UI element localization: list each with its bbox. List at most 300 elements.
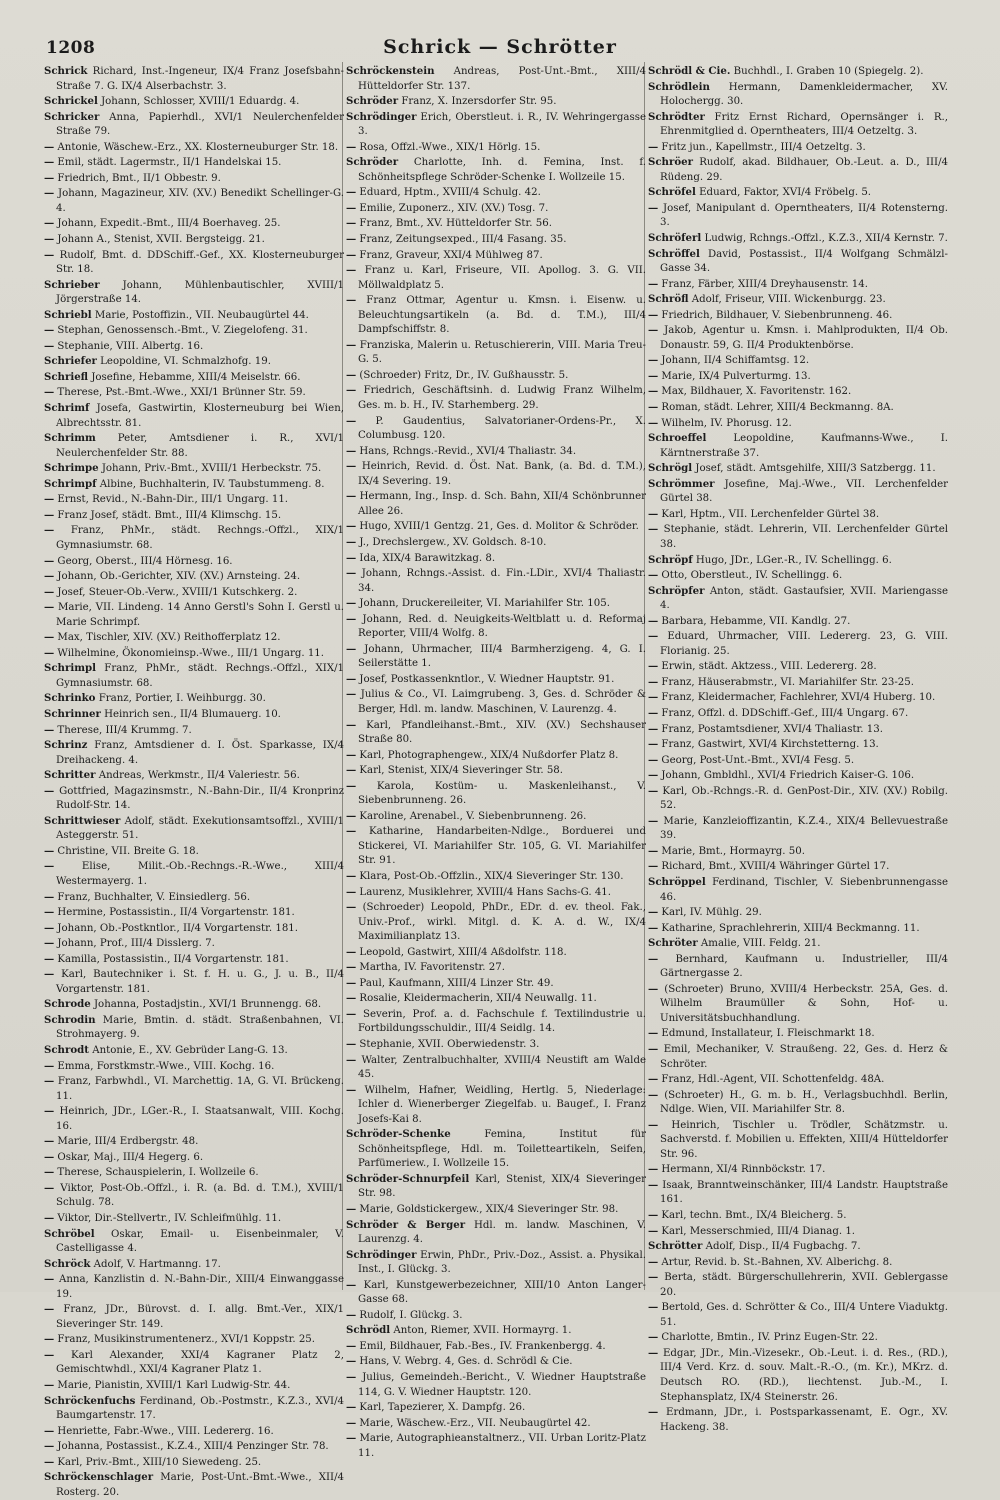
entry-name: Schröpf: [648, 553, 693, 566]
directory-entry: [648, 1162, 948, 1178]
entry-details: Johanna, Postassist., K.Z.4., XIII/4 Penzinger Str. 78.: [54, 1441, 329, 1453]
entry-name: —: [44, 723, 55, 736]
entry-details: Heinrich sen., II/4 Blumauerg. 10.: [100, 708, 281, 720]
entry-name: —: [346, 642, 357, 655]
entry-name: —: [44, 324, 55, 337]
directory-entry: [648, 1042, 948, 1072]
directory-entry: [44, 461, 344, 477]
entry-details: Max, Bildhauer, X. Favoritenstr. 162.: [658, 386, 852, 398]
entry-details: Stephanie, städt. Lehrerin, VII. Lerchenfelder Gürtel 38.: [658, 524, 948, 550]
entry-name: —: [346, 217, 357, 230]
directory-entry: [346, 1323, 646, 1339]
entry-name: —: [648, 982, 659, 995]
entry-name: —: [346, 688, 357, 701]
entry-name: —: [346, 490, 357, 503]
entry-details: Johann, Magazineur, XIV. (XV.) Benedikt Schellinger-G. 4.: [54, 188, 344, 214]
entry-name: —: [44, 906, 55, 919]
directory-entry: [44, 323, 344, 339]
directory-entry: [346, 1370, 646, 1400]
directory-entry: [44, 477, 344, 493]
entry-name: —: [648, 308, 659, 321]
directory-entry: [44, 630, 344, 646]
entry-name: Schröfel: [648, 186, 696, 199]
entry-details: Marie, IX/4 Pulverturmg. 13.: [658, 370, 811, 382]
directory-entry: [44, 768, 344, 784]
directory-entry: [44, 385, 344, 401]
entry-name: Schröpfer: [648, 584, 705, 597]
entry-name: —: [648, 1088, 659, 1101]
entry-details: Franz, Buchhalter, V. Einsiedlerg. 56.: [54, 891, 251, 903]
directory-entry: [648, 277, 948, 293]
entry-name: —: [346, 748, 357, 761]
entry-details: Eduard, Uhrmacher, VIII. Ledererg. 23, G. VIII. Florianig. 25.: [658, 631, 948, 657]
directory-entry: [44, 508, 344, 524]
entry-details: Johann, Priv.-Bmt., XVIII/1 Herbeckstr. 75.: [98, 463, 322, 475]
entry-name: Schritter: [44, 769, 96, 782]
directory-entry: [44, 691, 344, 707]
entry-details: Hermine, Postassistin., II/4 Vorgartenstr. 181.: [54, 907, 295, 919]
entry-details: Emil, Mechaniker, V. Straußeng. 22, Ges. d. Herz & Schröter.: [658, 1044, 948, 1070]
entry-details: Karl, Bautechniker i. St. f. H. u. G., J. u. B., II/4 Vorgartenstr. 181.: [54, 969, 344, 995]
directory-entry: [44, 1302, 344, 1332]
directory-entry: [648, 768, 948, 784]
entry-name: —: [648, 1255, 659, 1268]
entry-details: Emil, städt. Lagermstr., II/1 Handelskai 15.: [54, 157, 282, 169]
directory-entry: [346, 383, 646, 413]
entry-details: Franz, Kleidermacher, Fachlehrer, XVI/4 Huberg. 10.: [658, 692, 936, 704]
entry-name: —: [346, 444, 357, 457]
entry-details: Franz, Postamtsdiener, XVI/4 Thaliastr. 13.: [658, 723, 883, 735]
entry-details: Johann, Schlosser, XVIII/1 Eduardg. 4.: [97, 96, 300, 108]
directory-entry: [44, 354, 344, 370]
entry-details: Marie, Kanzleioffizantin, K.Z.4., XIX/4 Bellevuestraße 39.: [658, 815, 948, 842]
entry-name: —: [44, 1303, 55, 1316]
directory-entry: [648, 1026, 948, 1042]
directory-entry: [648, 477, 948, 507]
entry-details: Franz, Bmt., XV. Hütteldorfer Str. 56.: [356, 218, 552, 230]
directory-entry: [648, 905, 948, 921]
entry-details: Marie, III/4 Erdbergstr. 48.: [54, 1136, 199, 1148]
entry-name: —: [648, 1346, 659, 1359]
entry-details: Julius & Co., VI. Laimgrubeng. 3, Ges. d. Schröder & Berger, Hdl. m. landw. Maschinen, V. Laurenzg. 4.: [356, 689, 646, 715]
entry-name: —: [44, 1348, 55, 1361]
directory-entry: [648, 353, 948, 369]
entry-details: P. Gaudentius, Salvatorianer-Ordens-Pr., X. Columbusg. 120.: [356, 415, 646, 442]
entry-name: —: [346, 1053, 357, 1066]
entry-name: —: [648, 814, 659, 827]
entry-name: —: [44, 1424, 55, 1437]
entry-details: Emil, Bildhauer, Fab.-Bes., IV. Frankenbergg. 4.: [356, 1340, 606, 1352]
entry-details: Ernst, Revid., N.-Bahn-Dir., III/1 Ungarg. 11.: [54, 494, 289, 506]
directory-entry: [346, 748, 646, 764]
directory-entry: [44, 1378, 344, 1394]
directory-entry: [44, 1257, 344, 1273]
entry-details: Karoline, Arenabel., V. Siebenbrunneng. 26.: [356, 810, 587, 822]
entry-details: Edmund, Installateur, I. Fleischmarkt 18.: [658, 1028, 875, 1040]
directory-entry: [346, 248, 646, 264]
entry-name: —: [346, 368, 357, 381]
directory-entry: [346, 945, 646, 961]
entry-name: —: [648, 140, 659, 153]
directory-entry: [648, 784, 948, 814]
directory-entry: [346, 976, 646, 992]
entry-details: Viktor, Dir.-Stellvertr., IV. Schleifmühlg. 11.: [54, 1213, 282, 1225]
directory-entry: [648, 1208, 948, 1224]
entry-details: Hugo, XVIII/1 Gentzg. 21, Ges. d. Molitor & Schröder.: [356, 521, 639, 533]
entry-name: —: [44, 570, 55, 583]
entry-name: Schrittwieser: [44, 814, 121, 827]
entry-details: Erich, Oberstleut. i. R., IV. Wehringergasse 3.: [358, 111, 646, 138]
entry-name: Schriefl: [44, 370, 89, 383]
directory-entry: [648, 936, 948, 952]
entry-name: Schröter: [648, 937, 698, 950]
directory-entry: [346, 869, 646, 885]
entry-name: Schricker: [44, 110, 100, 123]
directory-entry: [346, 1248, 646, 1278]
entry-name: Schrödinger: [346, 1248, 417, 1261]
directory-entry: [44, 1424, 344, 1440]
directory-entry: [346, 140, 646, 156]
entry-name: —: [648, 952, 659, 965]
directory-entry: [346, 763, 646, 779]
entry-details: Heinrich, JDr., LGer.-R., I. Staatsanwalt, VIII. Kochg. 16.: [54, 1106, 344, 1132]
entry-details: Therese, Schauspielerin, I. Wollzeile 6.: [54, 1167, 259, 1179]
entry-details: Leopold, Gastwirt, XIII/4 Aßdolfstr. 118.: [356, 946, 567, 958]
directory-entry: [44, 585, 344, 601]
entry-name: —: [648, 844, 659, 857]
directory-entry: [346, 900, 646, 945]
entry-details: Josefine, Hebamme, XIII/4 Meiselstr. 66.: [88, 371, 301, 383]
directory-entry: [44, 1394, 344, 1424]
entry-details: Franz, Graveur, XXI/4 Mühlweg 87.: [356, 249, 543, 261]
entry-details: Josef, Postkassenkntlor., V. Wiedner Hauptstr. 91.: [356, 673, 615, 685]
directory-entry: [346, 1083, 646, 1128]
directory-entry: [648, 859, 948, 875]
entry-details: Marie, VII. Lindeng. 14 Anno Gerstl's Sohn I. Gerstl u. Marie Schrimpf.: [54, 602, 344, 628]
directory-entry: [44, 723, 344, 739]
entry-name: —: [346, 233, 357, 246]
entry-details: (Schroeder) Leopold, PhDr., EDr. d. ev. theol. Fak., Univ.-Prof., wirkl. Mitgl. d. K. A. d. W., IX/4 Maximilianplatz 13.: [356, 902, 646, 943]
entry-details: David, Postassist., II/4 Wolfgang Schmälzl-Gasse 34.: [660, 248, 948, 275]
directory-entry: [648, 1346, 948, 1405]
directory-entry: [648, 875, 948, 905]
entry-details: Jakob, Agentur u. Kmsn. i. Mahlprodukten, II/4 Ob. Donaustr. 59, G. II/4 Produktenbörse.: [658, 325, 948, 351]
entry-name: —: [648, 722, 659, 735]
directory-entry: [648, 507, 948, 523]
entry-details: Viktor, Post-Ob.-Offzl., i. R. (a. Bd. d. T.M.), XVIII/1 Schulg. 78.: [54, 1182, 344, 1209]
entry-details: Anna, Papierhdl., XVI/1 Neulerchenfelder Straße 79.: [56, 111, 344, 138]
entry-details: Karl, Stenist, XIX/4 Sieveringer Str. 98.: [358, 1173, 646, 1200]
entry-name: —: [648, 614, 659, 627]
entry-name: —: [44, 1150, 55, 1163]
entry-details: Rosa, Offzl.-Wwe., XIX/1 Hörlg. 15.: [356, 141, 541, 153]
directory-entry: [44, 661, 344, 691]
entry-name: Schröder: [346, 156, 399, 169]
entry-name: —: [648, 784, 659, 797]
entry-details: Adolf, städt. Exekutionsamtsoffzl., XVIII/1 Asteggerstr. 51.: [56, 815, 344, 842]
entry-name: —: [44, 631, 55, 644]
entry-details: Marie, Postoffizin., VII. Neubaugürtel 44.: [91, 309, 309, 321]
directory-entry: [346, 1431, 646, 1461]
entry-details: (Schroeter) Bruno, XVIII/4 Herbeckstr. 25A, Ges. d. Wilhelm Braumüller & Sohn, Hof- u. Universitätsbuchhandlung.: [658, 983, 948, 1024]
entry-name: Schrodin: [44, 1013, 96, 1026]
entry-details: Marie, Pianistin, XVIII/1 Karl Ludwig-Str. 44.: [54, 1380, 291, 1392]
entry-details: Wilhelmine, Ökonomieinsp.-Wwe., III/1 Ungarg. 11.: [54, 647, 325, 659]
entry-details: Hermann, Ing., Insp. d. Sch. Bahn, XII/4 Schönbrunner Allee 26.: [356, 491, 646, 517]
directory-entry: [648, 1224, 948, 1240]
entry-details: Fritz Ernst Richard, Opernsänger i. R., Ehrenmitglied d. Operntheaters, III/4 Oetzeltg. 3.: [660, 111, 948, 138]
directory-entry: [44, 140, 344, 156]
directory-entry: [44, 64, 344, 94]
entry-details: Walter, Zentralbuchhalter, XVIII/4 Neustift am Walde 45.: [356, 1054, 646, 1081]
entry-details: Kamilla, Postassistin., II/4 Vorgartenstr. 181.: [54, 953, 289, 965]
entry-name: —: [648, 1027, 659, 1040]
directory-entry: [44, 370, 344, 386]
entry-name: Schrömmer: [648, 477, 715, 490]
entry-details: Franz, Zeitungsexped., III/4 Fasang. 35.: [356, 234, 567, 246]
directory-entry: [346, 885, 646, 901]
entry-name: —: [44, 601, 55, 614]
entry-details: Edgar, JDr., Min.-Vizesekr., Ob.-Leut. i. d. Res., (RD.), III/4 Verd. Krz. d. souv. Malt.-R.-O., (m. Kr.), MKrz. d. Deutsch RO. (RD.), liechtenst. Jub.-M., I. Stephansplatz, IX/4 Steinerstr. 26.: [658, 1347, 948, 1403]
directory-entry: [648, 384, 948, 400]
entry-details: Johann, Druckereileiter, VI. Mariahilfer Str. 105.: [356, 598, 610, 610]
directory-entry: [44, 600, 344, 630]
directory-entry: [648, 1255, 948, 1271]
entry-details: Johann, Ob.-Postkntlor., II/4 Vorgartenstr. 181.: [54, 922, 299, 934]
entry-details: Johann A., Stenist, XVII. Bergsteigg. 21.: [54, 234, 265, 246]
entry-name: Schrimm: [44, 432, 96, 445]
directory-entry: [44, 890, 344, 906]
entry-name: —: [346, 1355, 357, 1368]
entry-details: Adolf, Friseur, VIII. Wickenburgg. 23.: [688, 294, 886, 306]
entry-name: Schroeffel: [648, 432, 707, 445]
directory-entry: [346, 991, 646, 1007]
directory-entry: [648, 292, 948, 308]
entry-name: —: [648, 921, 659, 934]
entry-details: Roman, städt. Lehrer, XIII/4 Beckmanng. 8A.: [658, 402, 894, 414]
entry-details: Adolf, Disp., II/4 Fugbachg. 7.: [702, 1241, 861, 1253]
directory-entry: [648, 553, 948, 569]
entry-name: —: [346, 186, 357, 199]
entry-details: Hermann, Damenkleidermacher, XV. Holochergg. 30.: [660, 81, 948, 108]
entry-details: Johann, II/4 Schiffamtsg. 12.: [658, 355, 810, 367]
entry-details: Stephanie, VIII. Albertg. 16.: [54, 340, 204, 352]
directory-entry: [44, 1181, 344, 1211]
entry-name: —: [648, 416, 659, 429]
entry-details: Marie, Bmtin. d. städt. Straßenbahnen, VI. Strohmayerg. 9.: [56, 1014, 344, 1041]
entry-name: —: [346, 809, 357, 822]
directory-entry: [346, 1400, 646, 1416]
entry-name: —: [346, 140, 357, 153]
entry-name: Schröfl: [648, 293, 689, 306]
directory-entry: [44, 1104, 344, 1134]
entry-details: Karl, Pfandleihanst.-Bmt., XIV. (XV.) Sechshauser Straße 80.: [356, 719, 646, 746]
entry-details: Therese, Pst.-Bmt.-Wwe., XXI/1 Brünner Str. 59.: [54, 387, 306, 399]
entry-details: Laurenz, Musiklehrer, XVIII/4 Hans Sachs-G. 41.: [356, 886, 612, 898]
entry-name: —: [346, 551, 357, 564]
directory-entry: [44, 1348, 344, 1378]
entry-details: Peter, Amtsdiener i. R., XVI/1 Neulerchenfelder Str. 88.: [56, 433, 344, 459]
entry-details: Richard, Inst.-Ingeneur, IX/4 Franz Josefsbahn-Straße 7. G. IX/4 Alserbachstr. 3.: [56, 66, 344, 92]
directory-entry: [346, 444, 646, 460]
entry-details: Franz, Farbwhdl., VI. Marchettig. 1A, G. VI. Brückeng. 11.: [54, 1076, 344, 1102]
directory-entry: [346, 960, 646, 976]
entry-details: Therese, III/4 Krummg. 7.: [54, 724, 192, 736]
directory-entry: [346, 1218, 646, 1248]
entry-name: Schröckenfuchs: [44, 1394, 136, 1407]
entry-name: —: [44, 890, 55, 903]
directory-entry: [648, 247, 948, 277]
directory-entry: [648, 568, 948, 584]
entry-details: Friedrich, Bmt., II/1 Obbestr. 9.: [54, 172, 221, 184]
directory-entry: [648, 844, 948, 860]
entry-details: Oskar, Email- u. Eisenbeinmaler, V. Castelligasse 4.: [56, 1228, 344, 1255]
entry-name: —: [44, 844, 55, 857]
entry-name: —: [648, 1118, 659, 1131]
entry-details: Klara, Post-Ob.-Offzlin., XIX/4 Sieveringer Str. 130.: [356, 870, 624, 882]
directory-entry: [44, 186, 344, 216]
entry-details: Christine, VII. Breite G. 18.: [54, 845, 199, 857]
directory-entry: [648, 1239, 948, 1255]
directory-entry: [44, 171, 344, 187]
entry-details: Erdmann, JDr., i. Postsparkassenamt, E. Ogr., XV. Hackeng. 38.: [658, 1407, 948, 1433]
directory-entry: [648, 461, 948, 477]
entry-name: Schriefer: [44, 355, 97, 368]
entry-details: Marie, Wäschew.-Erz., VII. Neubaugürtel 42.: [356, 1417, 591, 1429]
entry-name: —: [346, 961, 357, 974]
entry-details: Josefine, Maj.-Wwe., VII. Lerchenfelder Gürtel 38.: [660, 478, 948, 505]
entry-details: Marie, Bmt., Hormayrg. 50.: [658, 845, 805, 857]
entry-name: —: [44, 1379, 55, 1392]
page-number: 1208: [46, 38, 96, 58]
entry-name: Schröder-Schnurpfeil: [346, 1172, 470, 1185]
entry-name: —: [44, 1105, 55, 1118]
entry-details: Franziska, Malerin u. Retuschiererin, VIII. Maria Treu-G. 5.: [356, 339, 646, 366]
directory-entry: [346, 596, 646, 612]
entry-details: Johann, Uhrmacher, III/4 Barmherzigeng. 4, G. I. Seilerstätte 1.: [356, 643, 646, 670]
entry-name: Schröder: [346, 95, 399, 108]
directory-entry: [346, 489, 646, 519]
entry-name: —: [44, 921, 55, 934]
entry-name: —: [44, 339, 55, 352]
entry-name: —: [346, 1432, 357, 1445]
entry-name: —: [346, 1339, 357, 1352]
entry-details: Katharine, Handarbeiten-Ndlge., Borduerei und Stickerei, VI. Mariahilfer Str. 105, G. VI. Mariahilfer Str. 91.: [356, 826, 646, 867]
directory-entry: [44, 967, 344, 997]
entry-details: Max, Tischler, XIV. (XV.) Reithofferplatz 12.: [54, 632, 281, 644]
directory-entry: [346, 338, 646, 368]
entry-details: Franz, Offzl. d. DDSchiff.-Gef., III/4 Ungarg. 67.: [658, 707, 909, 719]
entry-details: Ferdinand, Ob.-Postmstr., K.Z.3., XVI/4 Baumgartenstr. 17.: [56, 1395, 344, 1422]
directory-entry: [648, 753, 948, 769]
entry-details: Karl Alexander, XXI/4 Kagraner Platz 2, Gemischtwhdl., XXI/4 Kagraner Platz 1.: [54, 1349, 344, 1376]
directory-entry: [346, 293, 646, 338]
directory-entry: [44, 1211, 344, 1227]
directory-entry: [346, 687, 646, 717]
directory-entry: [44, 1439, 344, 1455]
entry-name: —: [648, 569, 659, 582]
entry-name: Schrödter: [648, 110, 705, 123]
entry-name: —: [44, 171, 55, 184]
entry-details: Emma, Forstkmstr.-Wwe., VIII. Kochg. 16.: [54, 1060, 275, 1072]
entry-details: Wilhelm, Hafner, Weidling, Hertlg. 5, Niederlage: Ichler d. Wienerberger Ziegelfab. u. Baugef., I. Franz Josefs-Kai 8.: [356, 1084, 646, 1125]
entry-details: Amalie, VIII. Feldg. 21.: [697, 938, 821, 950]
entry-details: Ludwig, Rchngs.-Offzl., K.Z.3., XII/4 Kernstr. 7.: [701, 233, 948, 245]
directory-entry: [648, 706, 948, 722]
directory-entry: [44, 431, 344, 461]
directory-entry: [44, 1470, 344, 1500]
entry-name: —: [648, 277, 659, 290]
entry-details: Berta, städt. Bürgerschullehrerin, XVII. Geblergasse 20.: [658, 1272, 948, 1298]
entry-details: Bertold, Ges. d. Schrötter & Co., III/4 Untere Viaduktg. 51.: [658, 1302, 948, 1328]
directory-entry: [44, 1227, 344, 1257]
entry-name: —: [44, 585, 55, 598]
entry-details: Andreas, Post-Unt.-Bmt., XIII/4 Hütteldorfer Str. 137.: [358, 66, 646, 92]
directory-entry: [648, 308, 948, 324]
entry-details: Ida, XIX/4 Barawitzkag. 8.: [356, 552, 496, 564]
entry-name: Schrodt: [44, 1044, 89, 1056]
entry-details: Artur, Revid. b. St.-Bahnen, XV. Alberichg. 8.: [658, 1256, 893, 1268]
entry-name: Schröckenstein: [346, 65, 435, 77]
entry-details: Fritz jun., Kapellmstr., III/4 Oetzeltg. 3.: [658, 141, 866, 153]
directory-entry: [648, 110, 948, 140]
entry-details: Josef, städt. Amtsgehilfe, XIII/3 Satzbergg. 11.: [692, 463, 936, 475]
entry-name: —: [346, 535, 357, 548]
entry-name: —: [346, 1308, 357, 1321]
directory-entry: [346, 642, 646, 672]
directory-entry: [44, 232, 344, 248]
column-3: [648, 64, 948, 1433]
entry-details: Severin, Prof. a. d. Fachschule f. Textilindustrie u. Fortbildungsschuldir., III/4 Seidlg. 14.: [356, 1008, 646, 1035]
entry-details: Johann, Red. d. Neuigkeits-Weltblatt u. d. Reformaj Reporter, VIII/4 Wolfg. 8.: [356, 613, 646, 640]
entry-name: —: [648, 1301, 659, 1314]
entry-name: —: [346, 414, 357, 427]
directory-entry: [346, 1037, 646, 1053]
entry-details: Katharine, Sprachlehrerin, XIII/4 Beckmanng. 11.: [658, 922, 920, 934]
directory-entry: [44, 248, 344, 278]
directory-entry: [648, 1405, 948, 1435]
directory-entry: [346, 809, 646, 825]
directory-entry: [648, 659, 948, 675]
entry-details: Henriette, Fabr.-Wwe., VIII. Ledererg. 16.: [54, 1425, 274, 1437]
entry-name: —: [346, 460, 357, 473]
entry-name: Schrödl: [346, 1324, 391, 1337]
entry-details: Adolf, V. Hartmanng. 17.: [90, 1258, 221, 1270]
entry-name: —: [44, 187, 55, 200]
directory-entry: [44, 1043, 344, 1059]
entry-details: Karl, Kunstgewerbezeichner, XIII/10 Anton Langer-Gasse 68.: [356, 1279, 646, 1306]
directory-entry: [648, 1270, 948, 1300]
entry-name: —: [346, 1416, 357, 1429]
entry-details: Heinrich, Revid. d. Öst. Nat. Bank, (a. Bd. d. T.M.), IX/4 Severing. 19.: [356, 461, 646, 487]
entry-details: Anton, Riemer, XVII. Hormayrg. 1.: [390, 1325, 572, 1337]
directory-entry: [44, 1013, 344, 1043]
entry-name: —: [346, 1038, 357, 1050]
entry-name: —: [648, 1209, 659, 1222]
entry-name: —: [346, 520, 357, 533]
entry-details: Franz, X. Inzersdorfer Str. 95.: [398, 96, 557, 108]
directory-entry: [44, 569, 344, 585]
entry-details: Gottfried, Magazinsmstr., N.-Bahn-Dir., II/4 Kronprinz Rudolf-Str. 14.: [54, 785, 344, 812]
directory-entry: [346, 1308, 646, 1324]
entry-name: —: [44, 554, 55, 567]
directory-entry: [44, 278, 344, 308]
entry-name: —: [648, 1224, 659, 1237]
directory-entry: [44, 1059, 344, 1075]
entry-name: —: [648, 324, 659, 337]
entry-details: Wilhelm, IV. Phorusg. 12.: [658, 417, 792, 429]
directory-entry: [44, 784, 344, 814]
